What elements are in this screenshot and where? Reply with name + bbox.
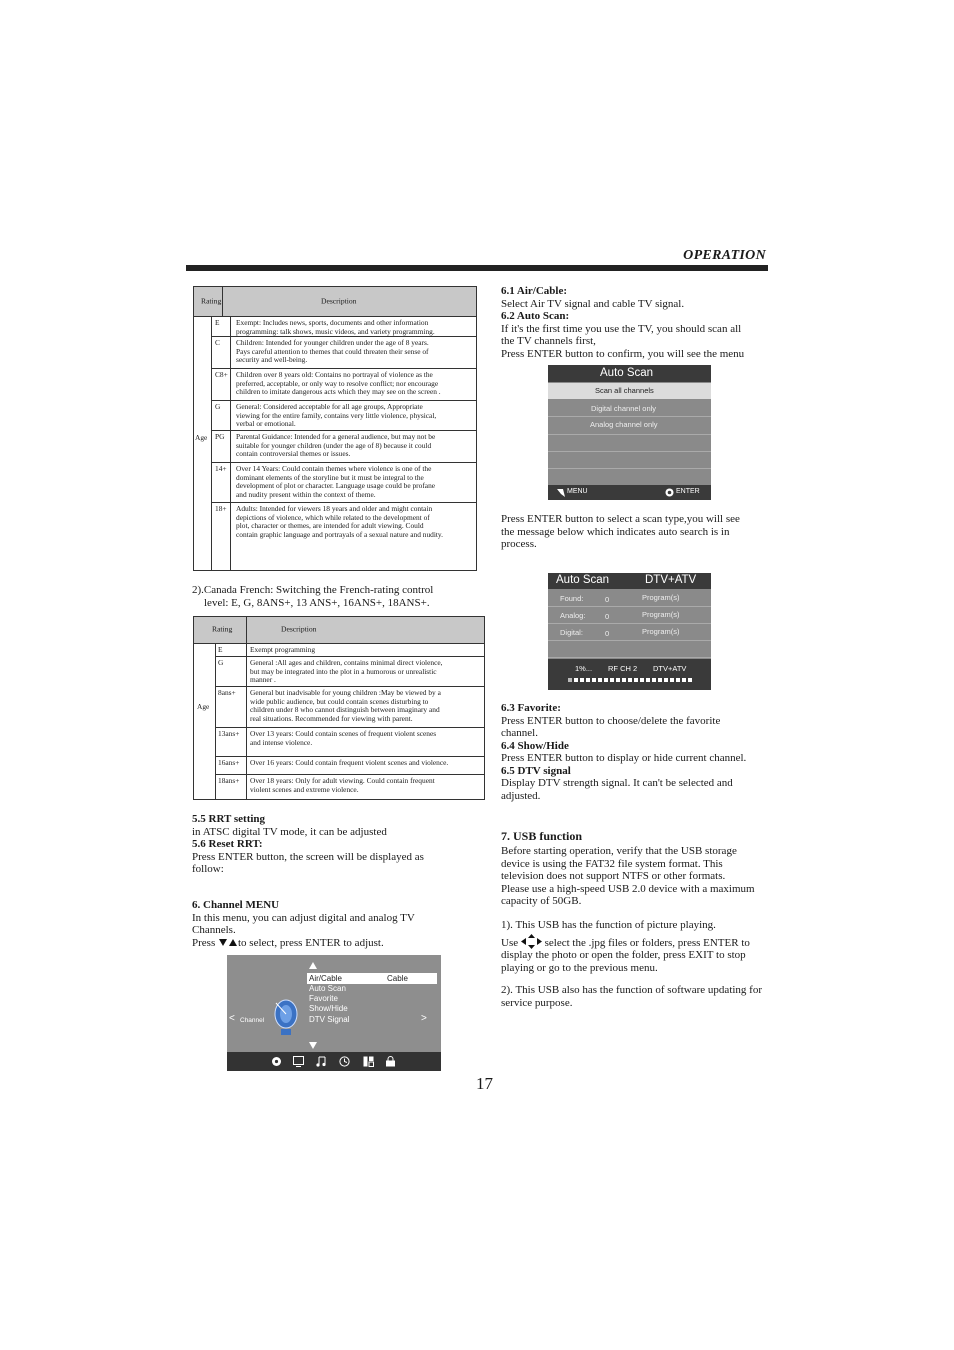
- scan-type-section: Press ENTER button to select a scan type,you will see the message below which indicates auto search is in process.: [501, 513, 740, 550]
- up-down-arrows-icon: [218, 938, 238, 947]
- progress-segment: [634, 678, 638, 682]
- auto-scan-title: Auto Scan: [600, 367, 654, 379]
- progress-segment: [646, 678, 650, 682]
- tv-icon[interactable]: [293, 1056, 304, 1067]
- menu-item-show-hide[interactable]: Show/Hide: [309, 1004, 348, 1014]
- rating-code: 18+: [215, 504, 227, 513]
- description-header: Description: [321, 296, 357, 306]
- rating-description: Over 13 years: Could contain scenes of frequent violent scenes and intense violence.: [250, 729, 437, 747]
- progress-segment: [592, 678, 596, 682]
- us-rating-table: [193, 286, 477, 571]
- progress-segment: [640, 678, 644, 682]
- option-scan-all[interactable]: Scan all channels: [548, 383, 711, 399]
- reset-heading: 5.6 Reset RRT:: [192, 838, 263, 850]
- description-header: Description: [281, 624, 317, 634]
- option-digital-only[interactable]: Digital channel only: [591, 404, 657, 413]
- rating-description: Over 16 years: Could contain frequent violent scenes and violence.: [250, 758, 449, 767]
- scan-row-label: Found:: [560, 594, 584, 603]
- channel-menu-section: 6. Channel MENU In this menu, you can adjust digital and analog TV Channels. Press to select, press ENTER to adjust.: [192, 899, 415, 949]
- progress-bar: [568, 678, 692, 682]
- air-heading: 6.1 Air/Cable:: [501, 285, 567, 297]
- canada-french-text: 2).Canada French: Switching the French-rating control level: E, G, 8ANS+, 13 ANS+, 16ANS+, 18ANS+.: [192, 584, 434, 609]
- gear-icon[interactable]: [271, 1056, 282, 1067]
- scan-row-unit: Program(s): [642, 627, 680, 636]
- rating-code: C: [215, 338, 220, 347]
- air-cable-section: 6.1 Air/Cable: Select Air TV signal and cable TV signal. 6.2 Auto Scan: If it's the first time you use the TV, you should scan all the TV channels first, Press ENTER button to confirm, you will see the menu: [501, 285, 745, 360]
- menu-item-auto-scan[interactable]: Auto Scan: [309, 984, 346, 993]
- progress-segment: [628, 678, 632, 682]
- table-header: [194, 617, 484, 644]
- dtv-heading: 6.5 DTV signal: [501, 764, 571, 777]
- rating-code: 18ans+: [218, 776, 240, 785]
- channel-label: Channel: [240, 1017, 265, 1024]
- rating-code: PG: [215, 432, 225, 441]
- air-cable-value: Cable: [387, 974, 408, 983]
- auto-scan-footer: [548, 485, 711, 500]
- progress-segment: [580, 678, 584, 682]
- scan-row-count: 0: [605, 629, 610, 638]
- progress-title: Auto Scan: [556, 574, 610, 586]
- menu-item-dtv-signal[interactable]: DTV Signal: [309, 1014, 350, 1024]
- progress-segment: [604, 678, 608, 682]
- rating-code: 8ans+: [218, 688, 236, 697]
- scan-row-unit: Program(s): [642, 593, 680, 602]
- satellite-dish-icon: [271, 997, 301, 1037]
- progress-segment: [586, 678, 590, 682]
- rating-description: General: Considered acceptable for all age groups, Appropriate viewing for the entire family, contains very little violence, physical, verbal or emotional.: [236, 402, 437, 429]
- rating-description: General but inadvisable for young children :May be viewed by a wide public audience, but could contain scenes disturbing to children under 8 who cannot distinguish between imaginary and real situations. Recommended for viewing with parent.: [250, 688, 441, 723]
- rating-code: 16ans+: [218, 758, 240, 767]
- right-arrow-icon[interactable]: >: [421, 1013, 427, 1024]
- rating-code: 13ans+: [218, 729, 240, 738]
- progress-segment: [616, 678, 620, 682]
- rating-code: E: [218, 645, 223, 654]
- rating-description: Children: Intended for younger children under the age of 8 years. Pays careful attention to themes that could threaten their sense of security and well-being.: [236, 338, 429, 365]
- rating-description: Children over 8 years old: Contains no portrayal of violence as the preferred, acceptable, or only way to resolve conflict; nor encourage children to imitate dangerous acts which they may see on the screen .: [236, 370, 441, 397]
- progress-segment: [676, 678, 680, 682]
- clock-icon[interactable]: [339, 1056, 350, 1067]
- favorite-section: 6.3 Favorite: Press ENTER button to choose/delete the favorite channel. 6.4 Show/Hide Press ENTER button to display or hide current channel. 6.5 DTV signal Display DTV strength signal. It can't be selected and adjusted.: [501, 702, 747, 802]
- scan-count-row: [548, 624, 711, 640]
- rrt-text: in ATSC digital TV mode, it can be adjusted: [192, 825, 387, 838]
- usb-update-section: 2). This USB also has the function of software updating for service purpose.: [501, 984, 763, 1009]
- rating-description: Adults: Intended for viewers 18 years and older and might contain depictions of violence, which while related to the development of plot, character or themes, are intended for adult viewing. Could contain graphic language and portrayals of a sexual nature and nudity.: [236, 504, 443, 539]
- rating-header: Rating: [201, 296, 222, 306]
- rating-code: 14+: [215, 464, 227, 473]
- reset-text: Press ENTER button, the screen will be displayed as: [192, 850, 424, 863]
- channel-heading: 6. Channel MENU: [192, 899, 280, 911]
- menu-item-air-cable[interactable]: Air/Cable Cable: [307, 973, 437, 984]
- rating-description: Exempt: Includes news, sports, documents and other information programming: talk shows, music videos, and variety programming.: [236, 318, 435, 336]
- usb-heading: 7. USB function: [501, 829, 583, 843]
- progress-segment: [688, 678, 692, 682]
- table-header: [194, 287, 476, 317]
- menu-item-favorite[interactable]: Favorite: [309, 994, 338, 1004]
- progress-status: [548, 659, 711, 690]
- rf-channel: RF CH 2: [608, 664, 638, 673]
- progress-segment: [610, 678, 614, 682]
- progress-segment: [658, 678, 662, 682]
- rrt-heading: 5.5 RRT setting: [192, 813, 266, 825]
- rating-code: C8+: [215, 370, 228, 379]
- progress-mode: DTV+ATV: [645, 574, 697, 586]
- rating-description: General :All ages and children, contains minimal direct violence, but may be integrated into the plot in a humorous or unrealistic manner .: [250, 658, 443, 685]
- section-title: OPERATION: [683, 248, 766, 263]
- option-analog-only[interactable]: Analog channel only: [590, 420, 658, 429]
- progress-segment: [664, 678, 668, 682]
- page-number: 17: [476, 1074, 493, 1093]
- scan-count-row: [548, 607, 711, 623]
- rating-code: G: [218, 658, 224, 667]
- apps-icon[interactable]: [363, 1056, 374, 1067]
- progress-segment: [622, 678, 626, 682]
- progress-segment: [598, 678, 602, 682]
- progress-segment: [652, 678, 656, 682]
- usb-picture-section: 1). This USB has the function of picture playing. Use select the .jpg files or folders, press ENTER to display the photo or open the folder, press EXIT to stop playing or go to the previous menu.: [501, 919, 750, 974]
- progress-percent: 1%...: [575, 664, 593, 673]
- rating-code: E: [215, 318, 220, 327]
- scan-row-count: 0: [605, 612, 610, 621]
- progress-segment: [574, 678, 578, 682]
- progress-mode-2: DTV+ATV: [653, 664, 687, 673]
- auto-heading: 6.2 Auto Scan:: [501, 310, 570, 322]
- usb-section: Before starting operation, verify that the USB storage device is using the FAT32 file system format. This television does not support NTFS or other formats. Please use a high-speed USB 2.0 device with a maximum capacity of 50GB.: [501, 845, 755, 907]
- scan-count-row: [548, 590, 711, 606]
- canada-french-rating-table: [193, 616, 485, 800]
- header-rule: [186, 265, 768, 271]
- scan-progress-screen: [548, 573, 711, 690]
- age-label: Age: [195, 433, 208, 442]
- enter-hint: ENTER: [676, 488, 700, 495]
- channel-menu-screen: [227, 955, 441, 1071]
- menu-hint: MENU: [567, 488, 588, 495]
- scan-row-label: Digital:: [560, 628, 583, 637]
- music-icon[interactable]: [316, 1056, 327, 1067]
- scroll-up-icon[interactable]: [309, 962, 317, 969]
- progress-segment: [670, 678, 674, 682]
- auto-scan-menu: [548, 365, 711, 500]
- rating-description: Exempt programming: [250, 645, 316, 654]
- rating-description: Over 14 Years: Could contain themes where violence is one of the dominant elements of the storyline but it must be integral to the development of plot or character. Language usage could be profane and nudity present within the context of theme.: [236, 464, 436, 499]
- rating-description: Parental Guidance: Intended for a general audience, but may not be suitable for younger children (under the age of 8) because it could contain controversial themes or issues.: [236, 432, 436, 459]
- rating-code: G: [215, 402, 221, 411]
- fav-heading: 6.3 Favorite:: [501, 702, 561, 714]
- show-heading: 6.4 Show/Hide: [501, 739, 569, 752]
- direction-keys-icon: [521, 934, 542, 949]
- progress-segment: [568, 678, 572, 682]
- left-arrow-icon[interactable]: <: [229, 1013, 235, 1024]
- scan-row-count: 0: [605, 595, 610, 604]
- scan-row-unit: Program(s): [642, 610, 680, 619]
- rrt-section: 5.5 RRT setting in ATSC digital TV mode, it can be adjusted 5.6 Reset RRT: Press ENTER button, the screen will be displayed as follow:: [192, 813, 424, 875]
- rating-header: Rating: [212, 624, 233, 634]
- progress-segment: [682, 678, 686, 682]
- scroll-down-icon[interactable]: [309, 1042, 317, 1049]
- rating-description: Over 18 years: Only for adult viewing. Could contain frequent violent scenes and extreme violence.: [250, 776, 435, 794]
- age-label: Age: [197, 702, 210, 711]
- lock-icon[interactable]: [385, 1056, 396, 1067]
- enter-key-icon: [665, 488, 674, 497]
- scan-row-label: Analog:: [560, 611, 586, 620]
- menu-icon-bar: [227, 1052, 441, 1071]
- menu-key-icon: [557, 489, 565, 497]
